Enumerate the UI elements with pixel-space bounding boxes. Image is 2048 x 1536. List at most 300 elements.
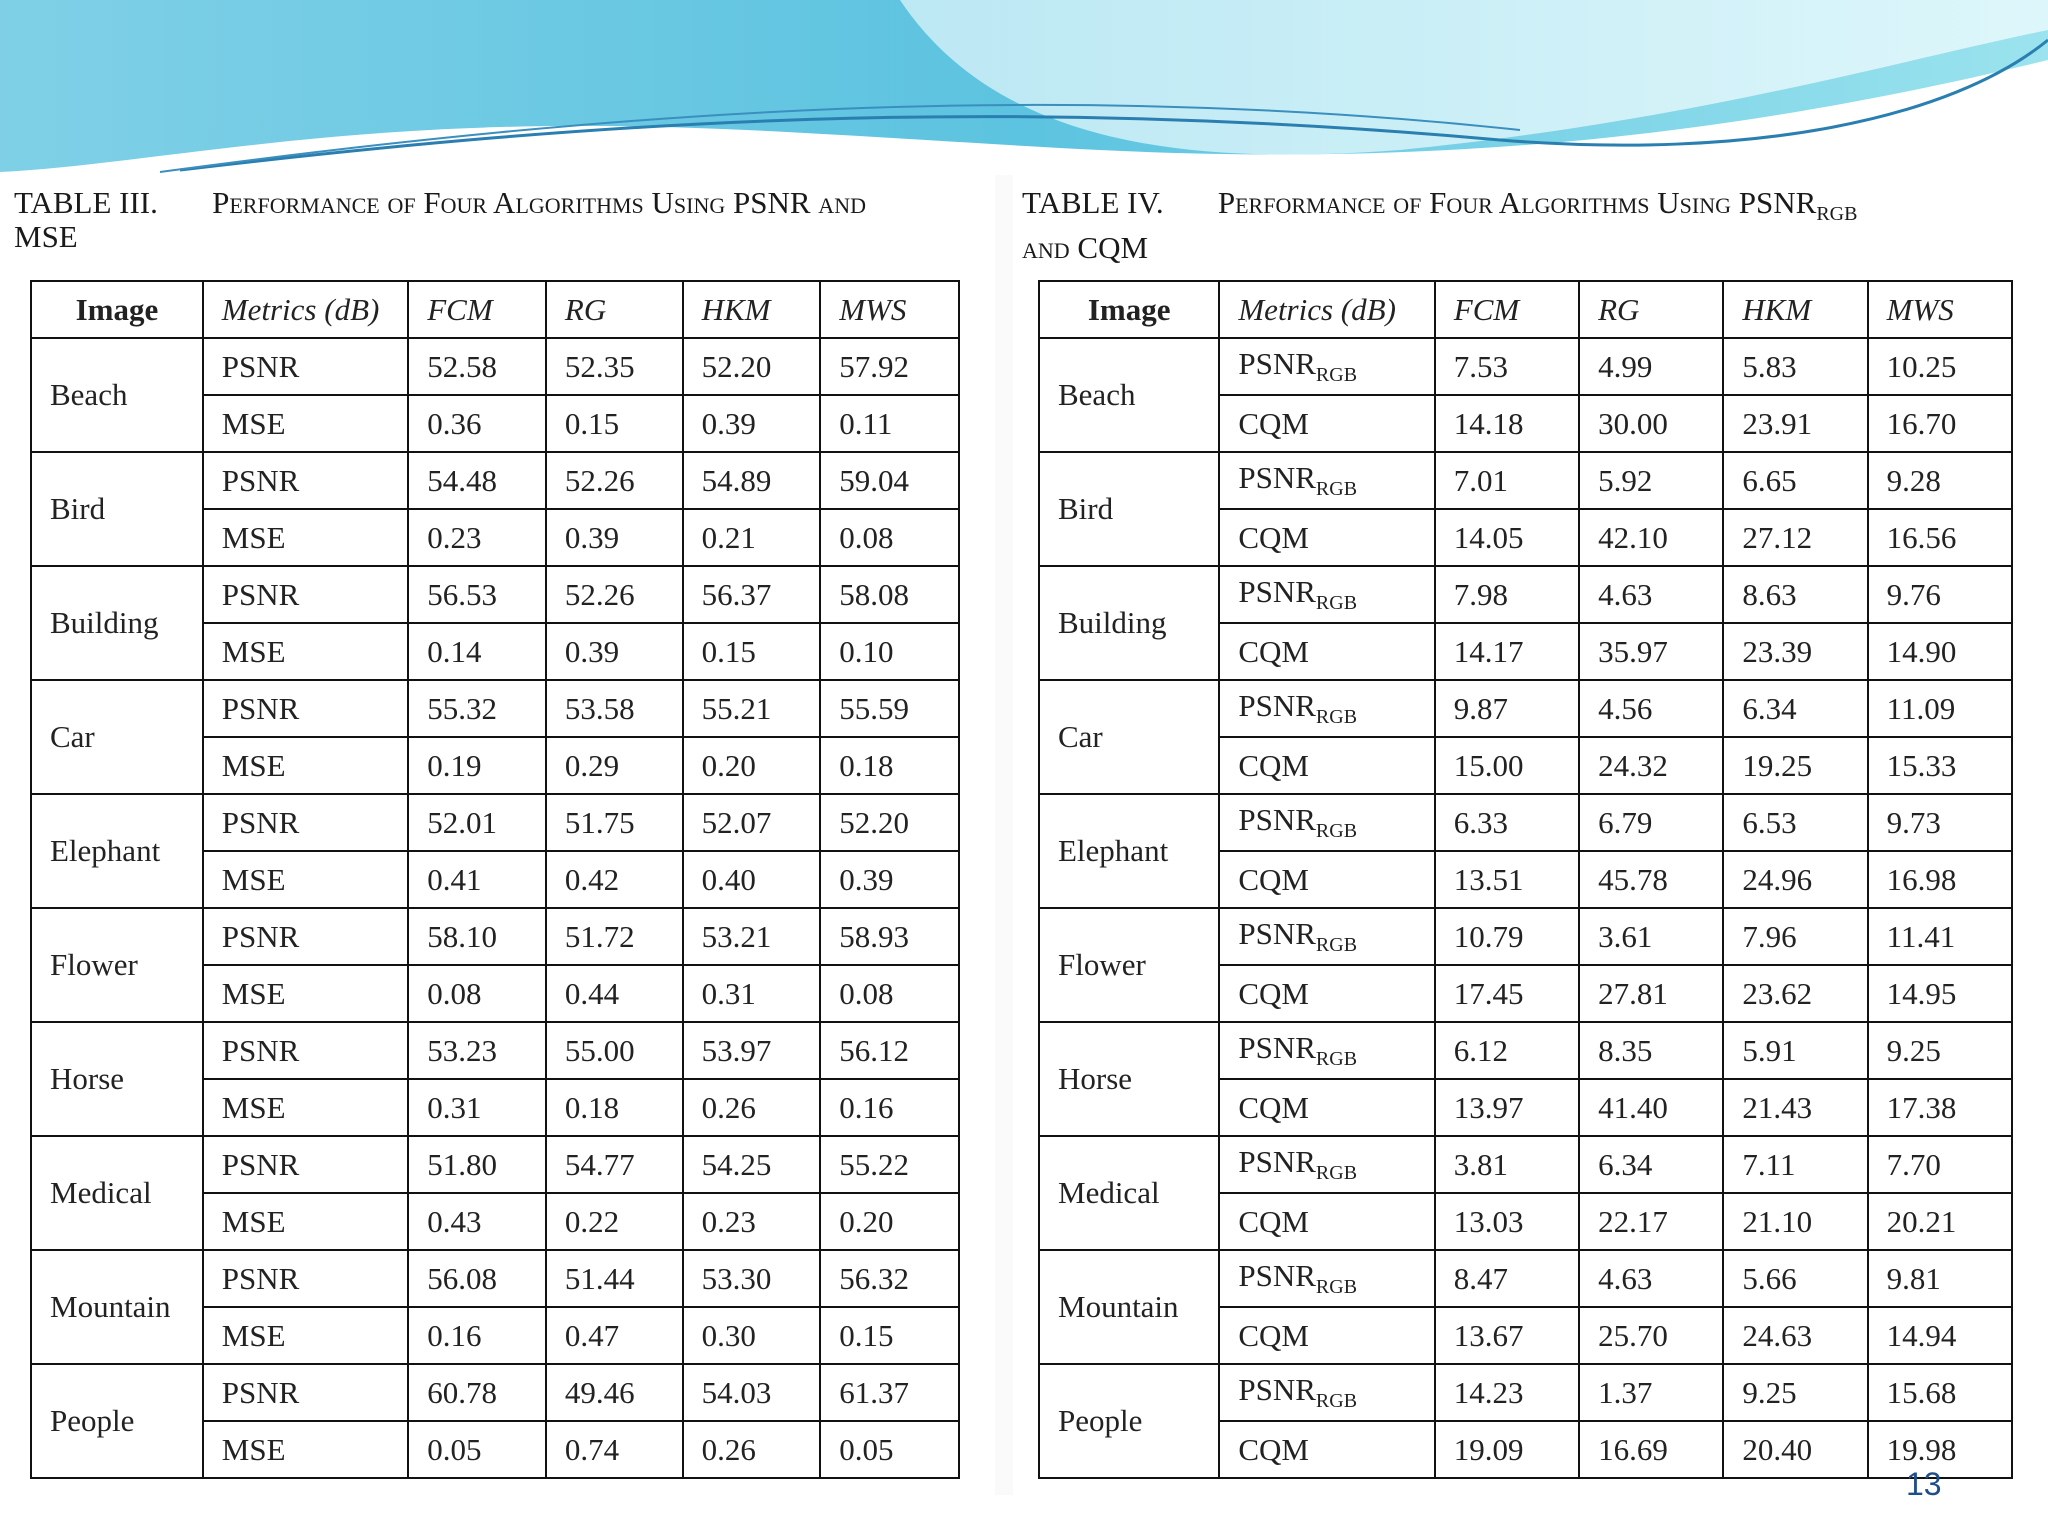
table4-header-hkm: HKM — [1723, 281, 1867, 338]
value-cell: 1.37 — [1579, 1364, 1723, 1421]
image-name-cell: Mountain — [31, 1250, 203, 1364]
value-cell: 55.00 — [546, 1022, 683, 1079]
metric-label: CQM — [1238, 1431, 1309, 1467]
table3-header-fcm: FCM — [408, 281, 546, 338]
value-cell: 11.41 — [1868, 908, 2012, 965]
image-name-cell: Elephant — [1039, 794, 1219, 908]
table-row — [31, 680, 959, 737]
value-cell: 6.79 — [1579, 794, 1723, 851]
value-cell: 54.03 — [683, 1364, 821, 1421]
value-cell: 0.18 — [546, 1079, 683, 1136]
value-cell: 51.72 — [546, 908, 683, 965]
metric-cell — [1219, 623, 1434, 680]
table4-caption — [1022, 186, 2038, 265]
table-row — [1039, 794, 2012, 851]
image-name-cell: People — [1039, 1364, 1219, 1478]
metric-label: MSE — [221, 519, 286, 555]
metric-cell — [1219, 794, 1434, 851]
image-name-cell: Car — [31, 680, 203, 794]
value-cell: 24.63 — [1723, 1307, 1867, 1364]
metric-cell — [203, 737, 408, 794]
value-cell: 14.23 — [1435, 1364, 1579, 1421]
table4-header-metrics: Metrics (dB) — [1219, 281, 1434, 338]
table-row — [1039, 452, 2012, 509]
value-cell: 58.93 — [820, 908, 959, 965]
value-cell: 6.33 — [1435, 794, 1579, 851]
metric-label: PSNR — [221, 576, 300, 612]
value-cell: 7.53 — [1435, 338, 1579, 395]
value-cell: 54.77 — [546, 1136, 683, 1193]
table-row — [1039, 338, 2012, 395]
value-cell: 4.63 — [1579, 566, 1723, 623]
value-cell: 0.19 — [408, 737, 546, 794]
value-cell: 15.68 — [1868, 1364, 2012, 1421]
value-cell: 15.00 — [1435, 737, 1579, 794]
metric-label: MSE — [221, 747, 286, 783]
table3-header-rg: RG — [546, 281, 683, 338]
value-cell: 49.46 — [546, 1364, 683, 1421]
value-cell: 53.21 — [683, 908, 821, 965]
metric-label: MSE — [221, 861, 286, 897]
value-cell: 6.65 — [1723, 452, 1867, 509]
value-cell: 0.30 — [683, 1307, 821, 1364]
value-cell: 0.08 — [408, 965, 546, 1022]
metric-cell — [1219, 509, 1434, 566]
table-row — [31, 794, 959, 851]
metric-cell — [1219, 680, 1434, 737]
value-cell: 10.79 — [1435, 908, 1579, 965]
metric-label: MSE — [221, 1431, 286, 1467]
metric-cell — [1219, 1022, 1434, 1079]
value-cell: 0.21 — [683, 509, 821, 566]
value-cell: 8.35 — [1579, 1022, 1723, 1079]
metric-cell — [1219, 395, 1434, 452]
value-cell: 23.39 — [1723, 623, 1867, 680]
metric-label: PSNR — [221, 462, 300, 498]
value-cell: 27.12 — [1723, 509, 1867, 566]
table4 — [1038, 280, 2013, 1479]
metric-label: MSE — [221, 1317, 286, 1353]
value-cell: 14.95 — [1868, 965, 2012, 1022]
metric-label: PSNR — [1238, 801, 1316, 837]
value-cell: 9.87 — [1435, 680, 1579, 737]
value-cell: 6.12 — [1435, 1022, 1579, 1079]
value-cell: 3.61 — [1579, 908, 1723, 965]
value-cell: 53.58 — [546, 680, 683, 737]
value-cell: 51.75 — [546, 794, 683, 851]
image-name-cell: Building — [31, 566, 203, 680]
value-cell: 45.78 — [1579, 851, 1723, 908]
value-cell: 14.05 — [1435, 509, 1579, 566]
table-row — [31, 1136, 959, 1193]
value-cell: 0.22 — [546, 1193, 683, 1250]
value-cell: 9.81 — [1868, 1250, 2012, 1307]
value-cell: 55.22 — [820, 1136, 959, 1193]
value-cell: 21.43 — [1723, 1079, 1867, 1136]
value-cell: 5.83 — [1723, 338, 1867, 395]
value-cell: 42.10 — [1579, 509, 1723, 566]
metric-label: PSNR — [1238, 345, 1316, 381]
metric-cell — [1219, 965, 1434, 1022]
value-cell: 19.98 — [1868, 1421, 2012, 1478]
value-cell: 52.58 — [408, 338, 546, 395]
metric-cell — [203, 908, 408, 965]
value-cell: 13.51 — [1435, 851, 1579, 908]
metric-cell — [1219, 1364, 1434, 1421]
table4-caption-label: TABLE IV. — [1022, 185, 1164, 220]
value-cell: 54.89 — [683, 452, 821, 509]
value-cell: 9.28 — [1868, 452, 2012, 509]
image-name-cell: Medical — [1039, 1136, 1219, 1250]
value-cell: 55.21 — [683, 680, 821, 737]
value-cell: 13.03 — [1435, 1193, 1579, 1250]
value-cell: 0.41 — [408, 851, 546, 908]
value-cell: 16.69 — [1579, 1421, 1723, 1478]
metric-cell — [1219, 566, 1434, 623]
page-number: 13 — [1906, 1466, 1942, 1502]
value-cell: 17.38 — [1868, 1079, 2012, 1136]
value-cell: 0.26 — [683, 1079, 821, 1136]
metric-label: CQM — [1238, 747, 1309, 783]
image-name-cell: Mountain — [1039, 1250, 1219, 1364]
metric-cell — [203, 1364, 408, 1421]
metric-cell — [203, 338, 408, 395]
metric-label: PSNR — [221, 690, 300, 726]
metric-label: PSNR — [221, 804, 300, 840]
value-cell: 7.96 — [1723, 908, 1867, 965]
value-cell: 51.80 — [408, 1136, 546, 1193]
value-cell: 8.47 — [1435, 1250, 1579, 1307]
value-cell: 0.14 — [408, 623, 546, 680]
table-row — [31, 452, 959, 509]
image-name-cell: Bird — [31, 452, 203, 566]
metric-label: CQM — [1238, 633, 1309, 669]
metric-cell — [1219, 452, 1434, 509]
value-cell: 5.91 — [1723, 1022, 1867, 1079]
metric-cell — [1219, 1193, 1434, 1250]
table-row — [1039, 1250, 2012, 1307]
value-cell: 0.36 — [408, 395, 546, 452]
table-row — [1039, 680, 2012, 737]
metric-cell — [203, 623, 408, 680]
value-cell: 19.25 — [1723, 737, 1867, 794]
metric-cell — [203, 680, 408, 737]
value-cell: 20.21 — [1868, 1193, 2012, 1250]
value-cell: 10.25 — [1868, 338, 2012, 395]
image-name-cell: Beach — [31, 338, 203, 452]
column-separator — [995, 175, 1013, 1495]
value-cell: 23.91 — [1723, 395, 1867, 452]
value-cell: 0.44 — [546, 965, 683, 1022]
metric-label: PSNR — [221, 918, 300, 954]
value-cell: 0.39 — [546, 509, 683, 566]
metric-label: MSE — [221, 1203, 286, 1239]
table3-caption — [14, 186, 984, 254]
value-cell: 0.40 — [683, 851, 821, 908]
value-cell: 9.25 — [1868, 1022, 2012, 1079]
value-cell: 0.15 — [546, 395, 683, 452]
value-cell: 4.56 — [1579, 680, 1723, 737]
metric-cell — [203, 395, 408, 452]
value-cell: 0.29 — [546, 737, 683, 794]
image-name-cell: Car — [1039, 680, 1219, 794]
value-cell: 24.32 — [1579, 737, 1723, 794]
table-row — [31, 1250, 959, 1307]
value-cell: 14.17 — [1435, 623, 1579, 680]
value-cell: 52.01 — [408, 794, 546, 851]
value-cell: 23.62 — [1723, 965, 1867, 1022]
metric-label: CQM — [1238, 1089, 1309, 1125]
value-cell: 0.18 — [820, 737, 959, 794]
metric-cell — [203, 509, 408, 566]
value-cell: 22.17 — [1579, 1193, 1723, 1250]
value-cell: 0.23 — [408, 509, 546, 566]
table4-header-fcm: FCM — [1435, 281, 1579, 338]
metric-subscript: RGB — [1315, 478, 1358, 501]
metric-cell — [203, 794, 408, 851]
metric-cell — [1219, 908, 1434, 965]
value-cell: 0.42 — [546, 851, 683, 908]
value-cell: 51.44 — [546, 1250, 683, 1307]
header-wave-banner — [0, 0, 2048, 175]
metric-label: PSNR — [1238, 459, 1316, 495]
table-row — [1039, 1364, 2012, 1421]
value-cell: 56.08 — [408, 1250, 546, 1307]
table3-header-mws: MWS — [820, 281, 959, 338]
image-name-cell: Medical — [31, 1136, 203, 1250]
metric-cell — [203, 452, 408, 509]
image-name-cell: Bird — [1039, 452, 1219, 566]
value-cell: 0.20 — [683, 737, 821, 794]
value-cell: 8.63 — [1723, 566, 1867, 623]
value-cell: 17.45 — [1435, 965, 1579, 1022]
value-cell: 56.32 — [820, 1250, 959, 1307]
metric-cell — [203, 566, 408, 623]
value-cell: 58.08 — [820, 566, 959, 623]
value-cell: 13.67 — [1435, 1307, 1579, 1364]
table-row — [31, 1364, 959, 1421]
value-cell: 0.39 — [546, 623, 683, 680]
metric-cell — [203, 1193, 408, 1250]
value-cell: 0.31 — [683, 965, 821, 1022]
table4-header-mws: MWS — [1868, 281, 2012, 338]
metric-cell — [1219, 1079, 1434, 1136]
image-name-cell: Horse — [1039, 1022, 1219, 1136]
table4-caption-text: Performance of Four Algorithms Using PSNR — [1217, 185, 1817, 220]
value-cell: 11.09 — [1868, 680, 2012, 737]
value-cell: 7.01 — [1435, 452, 1579, 509]
metric-cell — [203, 1250, 408, 1307]
value-cell: 16.70 — [1868, 395, 2012, 452]
metric-label: CQM — [1238, 519, 1309, 555]
value-cell: 0.16 — [820, 1079, 959, 1136]
metric-cell — [1219, 1136, 1434, 1193]
metric-label: MSE — [221, 405, 286, 441]
metric-cell — [1219, 737, 1434, 794]
image-name-cell: Horse — [31, 1022, 203, 1136]
metric-label: PSNR — [221, 1374, 300, 1410]
metric-label: MSE — [221, 633, 286, 669]
value-cell: 7.98 — [1435, 566, 1579, 623]
image-name-cell: Flower — [31, 908, 203, 1022]
table4-caption-line2: and CQM — [1022, 230, 1149, 266]
table3 — [30, 280, 960, 1479]
table3-header-hkm: HKM — [683, 281, 821, 338]
table-row — [1039, 566, 2012, 623]
image-name-cell: People — [31, 1364, 203, 1478]
metric-cell — [1219, 1250, 1434, 1307]
value-cell: 56.53 — [408, 566, 546, 623]
value-cell: 52.26 — [546, 452, 683, 509]
table-row — [31, 1022, 959, 1079]
metric-cell — [1219, 1421, 1434, 1478]
value-cell: 19.09 — [1435, 1421, 1579, 1478]
metric-label: MSE — [221, 1089, 286, 1125]
metric-cell — [203, 1421, 408, 1478]
value-cell: 7.70 — [1868, 1136, 2012, 1193]
value-cell: 55.59 — [820, 680, 959, 737]
table3-caption-label: TABLE III. — [14, 185, 158, 220]
value-cell: 57.92 — [820, 338, 959, 395]
table-row — [1039, 908, 2012, 965]
value-cell: 55.32 — [408, 680, 546, 737]
table3-header-image: Image — [31, 281, 203, 338]
table4-header-row — [1039, 281, 2012, 338]
table-row — [31, 908, 959, 965]
value-cell: 53.30 — [683, 1250, 821, 1307]
value-cell: 61.37 — [820, 1364, 959, 1421]
metric-subscript: RGB — [1315, 934, 1358, 957]
metric-label: CQM — [1238, 1203, 1309, 1239]
value-cell: 0.39 — [820, 851, 959, 908]
metric-label: PSNR — [1238, 573, 1316, 609]
metric-cell — [1219, 1307, 1434, 1364]
value-cell: 0.74 — [546, 1421, 683, 1478]
metric-label: CQM — [1238, 1317, 1309, 1353]
value-cell: 52.20 — [683, 338, 821, 395]
value-cell: 9.76 — [1868, 566, 2012, 623]
value-cell: 0.39 — [683, 395, 821, 452]
value-cell: 0.26 — [683, 1421, 821, 1478]
table-row — [31, 338, 959, 395]
value-cell: 0.23 — [683, 1193, 821, 1250]
table4-caption-subscript: RGB — [1816, 203, 1858, 226]
value-cell: 5.66 — [1723, 1250, 1867, 1307]
value-cell: 25.70 — [1579, 1307, 1723, 1364]
metric-subscript: RGB — [1315, 820, 1358, 843]
metric-label: PSNR — [221, 1260, 300, 1296]
metric-label: PSNR — [1238, 1143, 1316, 1179]
table4-header-image: Image — [1039, 281, 1219, 338]
value-cell: 3.81 — [1435, 1136, 1579, 1193]
value-cell: 52.07 — [683, 794, 821, 851]
value-cell: 30.00 — [1579, 395, 1723, 452]
value-cell: 0.05 — [408, 1421, 546, 1478]
table3-caption-line2: MSE — [14, 219, 78, 254]
metric-subscript: RGB — [1315, 1276, 1358, 1299]
value-cell: 52.35 — [546, 338, 683, 395]
value-cell: 16.98 — [1868, 851, 2012, 908]
metric-label: CQM — [1238, 405, 1309, 441]
value-cell: 4.63 — [1579, 1250, 1723, 1307]
value-cell: 9.25 — [1723, 1364, 1867, 1421]
value-cell: 24.96 — [1723, 851, 1867, 908]
image-name-cell: Building — [1039, 566, 1219, 680]
table-row — [31, 566, 959, 623]
value-cell: 9.73 — [1868, 794, 2012, 851]
value-cell: 0.05 — [820, 1421, 959, 1478]
metric-label: MSE — [221, 975, 286, 1011]
value-cell: 0.11 — [820, 395, 959, 452]
value-cell: 53.23 — [408, 1022, 546, 1079]
value-cell: 7.11 — [1723, 1136, 1867, 1193]
metric-subscript: RGB — [1315, 1048, 1358, 1071]
metric-label: PSNR — [1238, 1029, 1316, 1065]
value-cell: 0.47 — [546, 1307, 683, 1364]
value-cell: 0.31 — [408, 1079, 546, 1136]
value-cell: 6.34 — [1723, 680, 1867, 737]
metric-cell — [1219, 338, 1434, 395]
metric-label: PSNR — [221, 1032, 300, 1068]
value-cell: 27.81 — [1579, 965, 1723, 1022]
value-cell: 0.15 — [683, 623, 821, 680]
value-cell: 6.53 — [1723, 794, 1867, 851]
value-cell: 60.78 — [408, 1364, 546, 1421]
value-cell: 6.34 — [1579, 1136, 1723, 1193]
table3-header-metrics: Metrics (dB) — [203, 281, 408, 338]
table3-header-row — [31, 281, 959, 338]
metric-cell — [203, 1307, 408, 1364]
metric-label: PSNR — [1238, 1371, 1316, 1407]
metric-cell — [1219, 851, 1434, 908]
value-cell: 0.20 — [820, 1193, 959, 1250]
metric-subscript: RGB — [1315, 592, 1358, 615]
metric-subscript: RGB — [1315, 1162, 1358, 1185]
table4-header-rg: RG — [1579, 281, 1723, 338]
image-name-cell: Elephant — [31, 794, 203, 908]
image-name-cell: Beach — [1039, 338, 1219, 452]
value-cell: 56.37 — [683, 566, 821, 623]
value-cell: 16.56 — [1868, 509, 2012, 566]
value-cell: 13.97 — [1435, 1079, 1579, 1136]
value-cell: 54.48 — [408, 452, 546, 509]
value-cell: 20.40 — [1723, 1421, 1867, 1478]
metric-label: CQM — [1238, 975, 1309, 1011]
metric-label: PSNR — [221, 348, 300, 384]
value-cell: 14.90 — [1868, 623, 2012, 680]
value-cell: 0.08 — [820, 965, 959, 1022]
value-cell: 52.26 — [546, 566, 683, 623]
metric-cell — [203, 851, 408, 908]
value-cell: 0.16 — [408, 1307, 546, 1364]
value-cell: 59.04 — [820, 452, 959, 509]
value-cell: 0.10 — [820, 623, 959, 680]
value-cell: 4.99 — [1579, 338, 1723, 395]
metric-label: PSNR — [1238, 1257, 1316, 1293]
value-cell: 58.10 — [408, 908, 546, 965]
value-cell: 5.92 — [1579, 452, 1723, 509]
metric-label: PSNR — [221, 1146, 300, 1182]
value-cell: 52.20 — [820, 794, 959, 851]
value-cell: 53.97 — [683, 1022, 821, 1079]
value-cell: 14.94 — [1868, 1307, 2012, 1364]
metric-cell — [203, 1079, 408, 1136]
value-cell: 0.43 — [408, 1193, 546, 1250]
metric-cell — [203, 1136, 408, 1193]
value-cell: 56.12 — [820, 1022, 959, 1079]
value-cell: 0.15 — [820, 1307, 959, 1364]
table-row — [1039, 1136, 2012, 1193]
